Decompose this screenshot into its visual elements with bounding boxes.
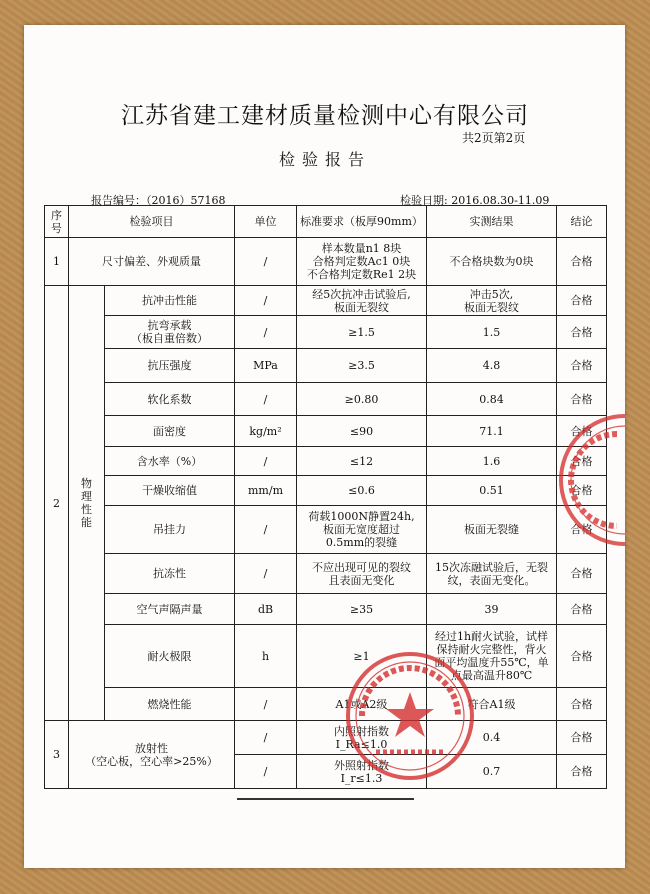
conclusion-cell: 合格 xyxy=(557,349,607,383)
seq-cell: 2 xyxy=(45,286,69,721)
table-row xyxy=(45,721,607,755)
result-line: 71.1 xyxy=(479,424,504,438)
unit-cell: / xyxy=(235,755,297,789)
item-cell xyxy=(105,476,235,506)
conclusion-cell: 合格 xyxy=(557,383,607,416)
item-line: 抗弯承载 xyxy=(147,319,192,332)
unit-cell: MPa xyxy=(235,349,297,383)
result-cell xyxy=(427,554,557,594)
standard-line: ≤0.6 xyxy=(348,484,375,497)
conclusion-cell: 合格 xyxy=(557,554,607,594)
radioactivity-group xyxy=(45,721,607,789)
table-header-row xyxy=(45,206,607,238)
table-row xyxy=(45,286,607,316)
item-cell xyxy=(105,594,235,625)
item-line: （空心板，空心率>25%） xyxy=(85,754,218,768)
standard-cell xyxy=(297,416,427,447)
result-cell xyxy=(427,476,557,506)
result-cell xyxy=(427,506,557,554)
category-cell xyxy=(69,286,105,721)
header-seq: 序号 xyxy=(45,206,69,238)
standard-line: A1或A2级 xyxy=(335,697,388,711)
unit-cell: / xyxy=(235,688,297,721)
standard-line: 合格判定数Ac1 0块 xyxy=(312,255,411,268)
standard-cell xyxy=(297,447,427,476)
standard-line: ≥1 xyxy=(353,649,370,663)
result-cell xyxy=(427,349,557,383)
conclusion-cell: 合格 xyxy=(557,506,607,554)
page-info: 共2页第2页 xyxy=(462,131,526,145)
conclusion-cell: 合格 xyxy=(557,238,607,286)
result-cell: 不合格块数为0块 xyxy=(427,238,557,286)
standard-cell xyxy=(297,383,427,416)
result-line: 0.84 xyxy=(479,392,504,406)
item-cell xyxy=(105,286,235,316)
table-row xyxy=(45,688,607,721)
standard-cell xyxy=(297,349,427,383)
standard-cell xyxy=(297,316,427,349)
conclusion-cell: 合格 xyxy=(557,721,607,755)
inspection-table xyxy=(44,205,607,789)
result-line: 保持耐火完整性，背火 xyxy=(436,643,547,656)
result-line: 符合A1级 xyxy=(467,697,516,711)
result-cell xyxy=(427,594,557,625)
item-line: 空气声隔声量 xyxy=(136,602,203,616)
table-row xyxy=(45,594,607,625)
result-line: 板面无裂缝 xyxy=(464,523,519,536)
conclusion-cell: 合格 xyxy=(557,755,607,789)
unit-cell: / xyxy=(235,238,297,286)
standard-cell xyxy=(297,554,427,594)
report-number: 报告编号：（2016）57168 xyxy=(91,194,226,207)
result-line: 冲击5次, xyxy=(469,287,514,301)
item-line: 面密度 xyxy=(153,424,186,438)
item-cell xyxy=(105,383,235,416)
result-line: 1.6 xyxy=(482,454,501,468)
result-cell xyxy=(427,447,557,476)
item-cell xyxy=(105,416,235,447)
result-line: 1.5 xyxy=(482,325,501,339)
standard-line: ≥35 xyxy=(349,602,374,616)
standard-line: 荷载1000N静置24h, xyxy=(308,510,415,523)
item-cell xyxy=(105,625,235,688)
item-cell xyxy=(105,554,235,594)
item-line: 抗冲击性能 xyxy=(142,294,197,307)
standard-cell xyxy=(297,594,427,625)
standard-line: 样本数量n1 8块 xyxy=(321,242,402,255)
standard-line: ≤12 xyxy=(349,454,374,468)
table-row xyxy=(45,554,607,594)
conclusion-cell: 合格 xyxy=(557,688,607,721)
item-line: 吊挂力 xyxy=(153,523,186,536)
item-line: （板自重倍数） xyxy=(131,332,208,345)
item-cell: 尺寸偏差、外观质量 xyxy=(69,238,235,286)
conclusion-cell: 合格 xyxy=(557,447,607,476)
header-standard: 标准要求（板厚90mm） xyxy=(297,206,427,238)
item-cell xyxy=(105,316,235,349)
unit-cell: mm/m xyxy=(235,476,297,506)
item-line: 放射性 xyxy=(135,741,168,755)
standard-line: I_Ra≤1.0 xyxy=(335,737,388,751)
result-cell xyxy=(427,316,557,349)
item-line: 抗压强度 xyxy=(147,359,192,372)
result-cell xyxy=(427,416,557,447)
standard-cell xyxy=(297,238,427,286)
table-row xyxy=(45,416,607,447)
table-row xyxy=(45,238,607,286)
item-line: 耐火极限 xyxy=(147,649,192,663)
standard-line: 且表面无变化 xyxy=(328,573,395,587)
item-cell xyxy=(105,447,235,476)
unit-cell: dB xyxy=(235,594,297,625)
standard-line: 外照射指数 xyxy=(334,758,389,772)
result-cell xyxy=(427,286,557,316)
result-cell: 0.7 xyxy=(427,755,557,789)
result-line: 39 xyxy=(484,602,499,616)
standard-cell xyxy=(297,506,427,554)
result-line: 纹，表面无变化。 xyxy=(447,573,536,587)
standard-line: 不应出现可见的裂纹 xyxy=(312,560,411,574)
result-cell xyxy=(427,383,557,416)
item-cell xyxy=(69,721,235,789)
unit-cell: / xyxy=(235,506,297,554)
unit-cell: / xyxy=(235,447,297,476)
unit-cell: / xyxy=(235,316,297,349)
result-line: 0.51 xyxy=(479,484,504,497)
header-unit: 单位 xyxy=(235,206,297,238)
table-row xyxy=(45,447,607,476)
result-line: 点最高温升80℃ xyxy=(450,669,533,682)
table-row xyxy=(45,349,607,383)
standard-line: 0.5mm的裂缝 xyxy=(325,536,398,549)
item-line: 抗冻性 xyxy=(153,567,186,580)
table-row xyxy=(45,316,607,349)
header-result: 实测结果 xyxy=(427,206,557,238)
header-item: 检验项目 xyxy=(69,206,235,238)
item-line: 干燥收缩值 xyxy=(142,484,197,497)
seq-cell: 3 xyxy=(45,721,69,789)
official-seal-icon xyxy=(342,648,478,784)
standard-line: 板面无宽度超过 xyxy=(323,523,400,536)
standard-line: ≥0.80 xyxy=(344,392,379,406)
item-cell xyxy=(105,688,235,721)
standard-line: 内照射指数 xyxy=(334,724,389,738)
unit-cell: / xyxy=(235,721,297,755)
standard-cell xyxy=(297,476,427,506)
standard-line: I_r≤1.3 xyxy=(340,771,383,785)
table-row xyxy=(45,625,607,688)
result-cell: 0.4 xyxy=(427,721,557,755)
standard-line: ≥1.5 xyxy=(348,325,375,339)
document-title: 检验报告 xyxy=(278,150,371,169)
item-line: 含水率（%） xyxy=(136,454,203,468)
table-row xyxy=(45,476,607,506)
result-line: 15次冻融试验后，无裂 xyxy=(435,560,548,574)
standard-line: ≤90 xyxy=(349,424,374,438)
item-line: 燃烧性能 xyxy=(147,697,192,711)
inspection-date: 检验日期: 2016.08.30-11.09 xyxy=(400,194,550,207)
unit-cell: / xyxy=(235,286,297,316)
item-cell xyxy=(105,506,235,554)
category-char: 理 xyxy=(81,490,92,503)
result-line: 4.8 xyxy=(482,359,501,372)
result-line: 板面无裂纹 xyxy=(464,300,519,314)
result-line: 面平均温度升55℃，单 xyxy=(434,656,549,669)
standard-line: 不合格判定数Re1 2块 xyxy=(306,268,417,281)
conclusion-cell: 合格 xyxy=(557,625,607,688)
end-line xyxy=(237,798,414,800)
table-row xyxy=(45,383,607,416)
conclusion-cell: 合格 xyxy=(557,476,607,506)
category-char: 能 xyxy=(81,516,92,529)
category-char: 物 xyxy=(81,477,92,490)
result-line: 经过1h耐火试验，试样 xyxy=(434,630,549,643)
conclusion-cell: 合格 xyxy=(557,594,607,625)
company-name: 江苏省建工建材质量检测中心有限公司 xyxy=(121,103,529,129)
category-char: 性 xyxy=(81,503,92,516)
seq-cell: 1 xyxy=(45,238,69,286)
conclusion-cell: 合格 xyxy=(557,416,607,447)
header-conclusion: 结论 xyxy=(557,206,607,238)
standard-line: 经5次抗冲击试验后, xyxy=(312,287,411,301)
standard-line: ≥3.5 xyxy=(348,359,375,372)
standard-line: 板面无裂纹 xyxy=(334,300,389,314)
unit-cell xyxy=(235,416,297,447)
unit-text: kg/m² xyxy=(249,424,282,438)
item-cell xyxy=(105,349,235,383)
conclusion-cell: 合格 xyxy=(557,316,607,349)
table-row xyxy=(45,506,607,554)
unit-cell: / xyxy=(235,383,297,416)
standard-cell xyxy=(297,286,427,316)
conclusion-cell: 合格 xyxy=(557,286,607,316)
unit-cell: / xyxy=(235,554,297,594)
seal-edge-icon xyxy=(545,410,625,550)
item-line: 软化系数 xyxy=(147,392,192,406)
unit-cell: h xyxy=(235,625,297,688)
physical-properties-group xyxy=(45,286,607,721)
